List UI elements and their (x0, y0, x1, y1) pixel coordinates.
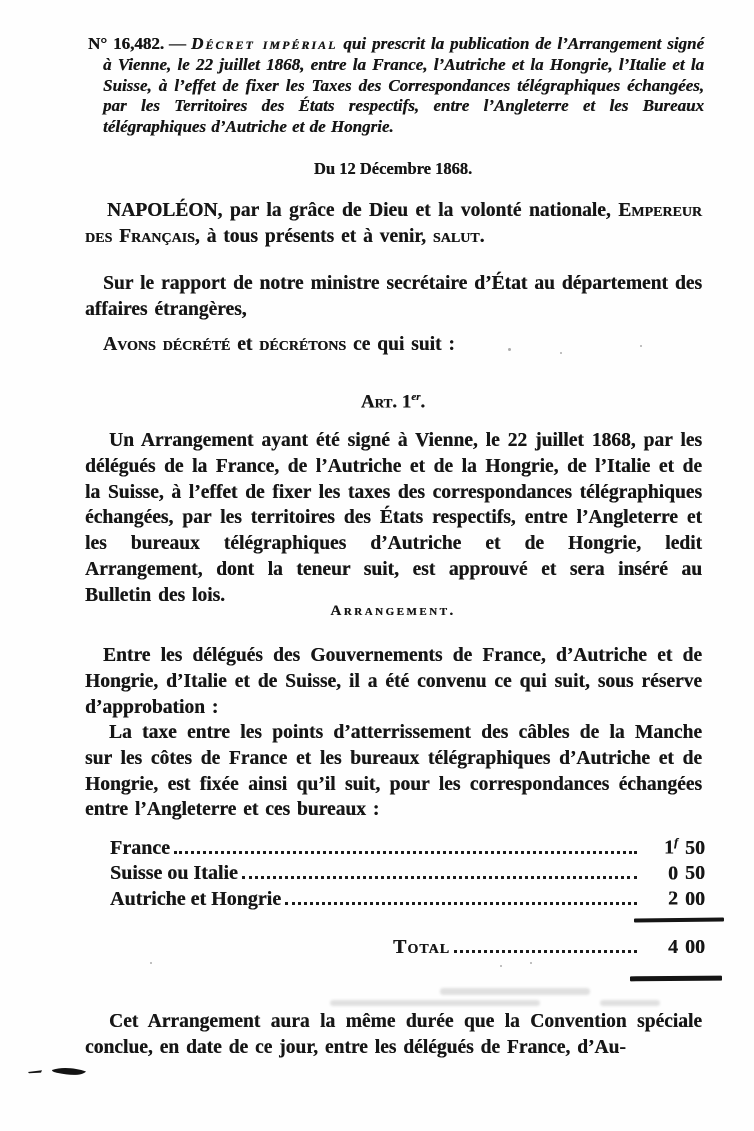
table-row-france (110, 835, 705, 861)
sum-rule-top (634, 918, 724, 923)
preamble-end: . (479, 225, 485, 247)
total-francs: 4 (668, 936, 678, 958)
rate-value (645, 835, 705, 860)
scan-speck (508, 348, 511, 351)
dot-leader (174, 851, 637, 854)
emperor-title: Empereur des Français (85, 200, 702, 247)
closing-paragraph: Cet Arrangement aura la même durée que la Convention spéciale conclue, en date de ce jour, entre les délégués de France, d’Au- (85, 1011, 702, 1058)
report-paragraph: Sur le rapport de notre ministre secrétaire d’État au département des affaires étrangères, (85, 273, 702, 320)
rate-value (645, 886, 705, 911)
decree-header (88, 34, 704, 138)
arrangement-intro: Entre les délégués des Gouvernements de France, d’Autriche et de Hongrie, d’Italie et de Suisse, il a été convenu ce qui suit, sous réserve d’approbation : (85, 645, 702, 718)
header-dash: — (169, 34, 187, 53)
decree-formula (85, 332, 702, 358)
table-row-autriche-hongrie (110, 886, 705, 912)
decree-date: Du 12 Décembre 1868. (313, 159, 473, 178)
scan-speck (500, 965, 502, 967)
table-row-suisse-italie (110, 861, 705, 887)
rate-country: Suisse ou Italie (110, 862, 238, 885)
decree-number: N° 16,482. (88, 34, 165, 53)
article-1-body: Un Arrangement ayant été signé à Vienne, le 22 juillet 1868, par les délégués de la France, de l’Autriche et de la Hongrie, de l’Italie et de la Suisse, à l’effet de fixer les taxes des correspondances télégraphiques échangées, par les territoires des États respectifs, entre l’Angleterre et les bureaux télégraphiques d’Autriche et de Hongrie, ledit Arrangement, dont la teneur suit, est approuvé et sera inséré au Bulletin des lois. (85, 430, 702, 606)
rate-table (110, 835, 705, 912)
arrangement-heading: Arrangement. (330, 603, 456, 619)
scan-speck (560, 352, 562, 354)
ink-smudge-icon (22, 1061, 92, 1083)
scan-speck (640, 345, 642, 347)
decree-formula-part1: Avons décrété (103, 334, 231, 355)
decree-formula-part3: décrétons (259, 334, 347, 355)
bleed-through-mark (600, 1000, 660, 1006)
bleed-through-mark (330, 1000, 540, 1006)
salutation: salut (432, 225, 480, 247)
decree-summary: qui prescrit la publication de l’Arrangement signé à Vienne, le 22 juillet 1868, entre la France, l’Autriche et la Hongrie, l’Italie et la Suisse, à l’effet de fixer les Taxes des Correspondances télégraphiques échangées, par les Territoires des États respectifs, entre l’Angleterre et les Bureaux télégraphiques d’Autriche et de Hongrie. (103, 34, 705, 137)
article-1-label: Art. 1 (360, 391, 412, 413)
decree-formula-part4: ce qui suit : (346, 334, 455, 355)
article-1-heading (85, 391, 701, 413)
dot-leader (285, 902, 637, 905)
total-cents: 00 (685, 936, 705, 958)
scan-speck (530, 962, 532, 964)
scan-speck (597, 573, 599, 575)
decree-formula-part2: et (230, 334, 260, 355)
dot-leader (242, 876, 637, 879)
preamble-middle: , à tous présents et à venir, (194, 225, 433, 247)
rate-country: France (110, 836, 170, 859)
rate-francs: 1 (664, 836, 674, 859)
franc-unit: f (674, 835, 678, 849)
dot-leader (454, 950, 637, 953)
rate-francs: 2 (668, 887, 678, 910)
article-1-ordinal: er (411, 391, 421, 403)
rate-value (645, 861, 705, 886)
rate-francs: 0 (668, 862, 678, 885)
total-value (645, 936, 705, 959)
rate-cents: 50 (685, 836, 705, 859)
total-label: Total (393, 936, 450, 958)
rate-cents: 50 (685, 862, 705, 885)
preamble-opening: NAPOLÉON, par la grâce de Dieu et la volonté nationale, (107, 200, 619, 221)
decree-title: Décret impérial (191, 34, 338, 53)
tax-clause: La taxe entre les points d’atterrissement des câbles de la Manche sur les côtes de France et les bureaux télégraphiques d’Autriche et de Hongrie, est fixée ainsi qu’il suit, pour les correspondances échangées entre l’Angleterre et ces bureaux : (85, 722, 702, 821)
article-1-period: . (420, 391, 426, 413)
table-total-row (393, 936, 705, 959)
preamble-paragraph (85, 198, 702, 250)
sum-rule-bottom (630, 976, 722, 982)
bleed-through-mark (440, 988, 590, 995)
rate-cents: 00 (685, 887, 705, 910)
scan-speck (150, 962, 152, 964)
rate-country: Autriche et Hongrie (110, 887, 282, 910)
